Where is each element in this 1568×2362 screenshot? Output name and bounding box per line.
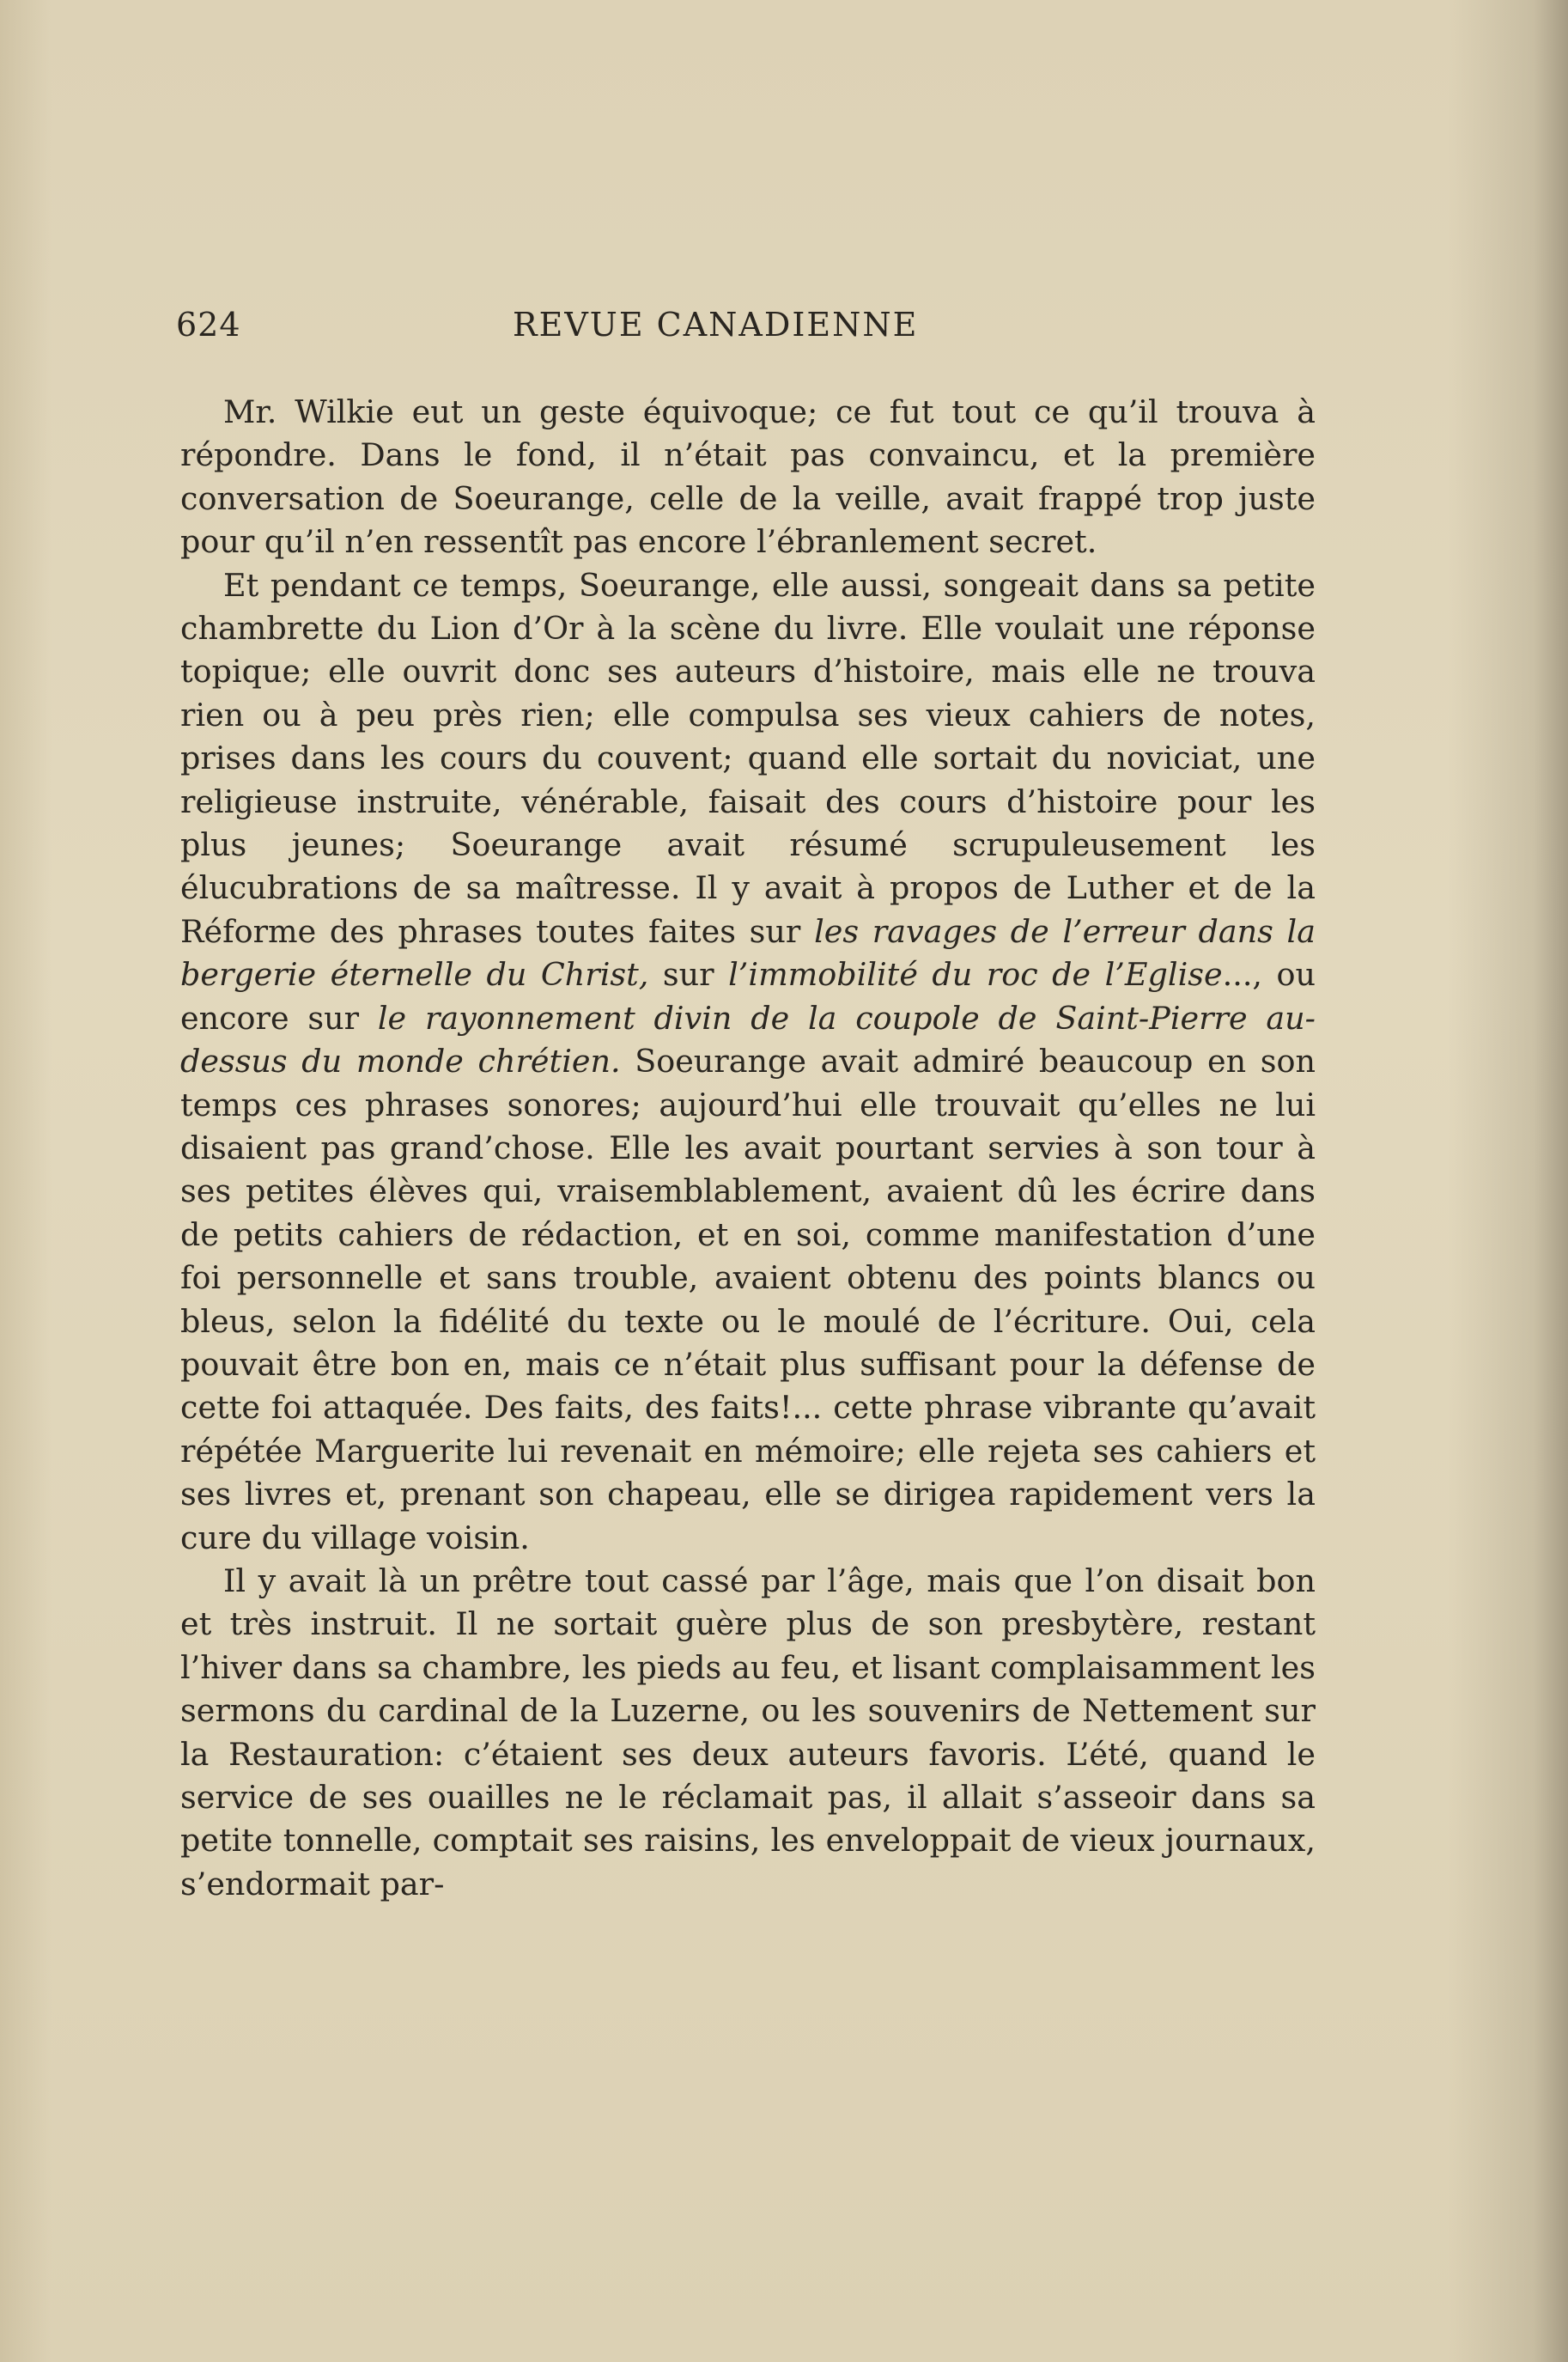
text-run: ..., ou encore sur [180, 956, 1316, 1037]
text-run: Mr. Wilkie eut un geste équivoque; ce fut tout ce qu’il trouva à répondre. Dans le fond, il n’était pas convaincu, et la première conversation de Soeurange, celle de la veille, avait frappé trop juste pour qu’il n’en ressentît pas encore l’ébranlement secret. [180, 393, 1316, 561]
journal-title: REVUE CANADIENNE [513, 306, 919, 344]
paragraph [180, 564, 1316, 1560]
body-text [180, 391, 1316, 1906]
paragraph [180, 391, 1316, 564]
italic-phrase: le rayonnement divin de la coupole de Saint-Pierre au-dessus du monde chrétien. [180, 999, 1316, 1081]
text-run: Et pendant ce temps, Soeurange, elle aussi, songeait dans sa petite chambrette du Lion d’Or à la scène du livre. Elle voulait une réponse topique; elle ouvrit donc ses auteurs d’histoire, mais elle ne trouva rien ou à peu près rien; elle compulsa ses vieux cahiers de notes, prises dans les cours du couvent; quand elle sortait du noviciat, une religieuse instruite, vénérable, faisait des cours d’histoire pour les plus jeunes; Soeurange avait résumé scrupuleusement les élucubrations de sa maîtresse. Il y avait à propos de Luther et de la Réforme des phrases toutes faites sur [180, 566, 1316, 950]
paragraph [180, 1560, 1316, 1906]
text-run: sur [648, 956, 729, 994]
italic-phrase: les ravages de l’erreur dans la bergerie éternelle du Christ, [180, 912, 1316, 994]
text-run: Il y avait là un prêtre tout cassé par l’âge, mais que l’on disait bon et très instruit. Il ne sortait guère plus de son presbytère, restant l’hiver dans sa chambre, les pieds au feu, et lisant complaisamment les sermons du cardinal de la Luzerne, ou les souvenirs de Nettement sur la Restauration: c’étaient ses deux auteurs favoris. L’été, quand le service de ses ouailles ne le réclamait pas, il allait s’asseoir dans sa petite tonnelle, comptait ses raisins, les enveloppait de vieux journaux, s’endormait par- [180, 1561, 1316, 1902]
running-head [176, 306, 1327, 349]
text-run: Soeurange avait admiré beaucoup en son temps ces phrases sonores; aujourd’hui elle trouvait qu’elles ne lui disaient pas grand’chose. Elle les avait pourtant servies à son tour à ses petites élèves qui, vraisemblablement, avaient dû les écrire dans de petits cahiers de rédaction, et en soi, comme manifestation d’une foi personnelle et sans trouble, avaient obtenu des points blancs ou bleus, selon la fidélité du texte ou le moulé de l’écriture. Oui, cela pouvait être bon en, mais ce n’était plus suffisant pour la défense de cette foi attaquée. Des faits, des faits!... cette phrase vibrante qu’avait répétée Marguerite lui revenait en mémoire; elle rejeta ses cahiers et ses livres et, prenant son chapeau, elle se dirigea rapidement vers la cure du village voisin. [180, 1043, 1316, 1556]
italic-phrase: l’immobilité du roc de l’Eglise [728, 956, 1223, 994]
page-number: 624 [176, 306, 241, 344]
